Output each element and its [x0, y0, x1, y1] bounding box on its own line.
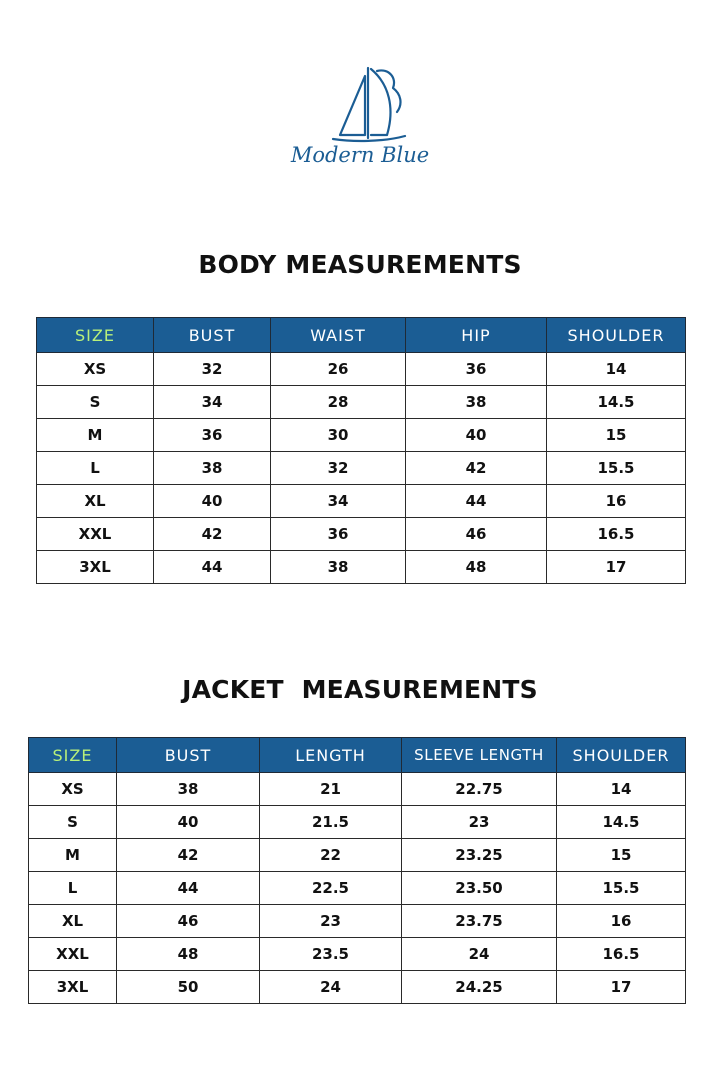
hip-cell: 46 — [406, 518, 547, 551]
bust-cell: 40 — [117, 806, 260, 839]
bust-cell: 44 — [154, 551, 271, 584]
shoulder-cell: 14.5 — [557, 806, 686, 839]
column-header-sleeve-length: SLEEVE LENGTH — [402, 738, 557, 773]
column-header-size: SIZE — [37, 318, 154, 353]
waist-cell: 38 — [271, 551, 406, 584]
hip-cell: 48 — [406, 551, 547, 584]
shoulder-cell: 15.5 — [557, 872, 686, 905]
table-row — [37, 551, 686, 584]
size-cell: 3XL — [37, 551, 154, 584]
size-cell: XL — [29, 905, 117, 938]
waist-cell: 34 — [271, 485, 406, 518]
table-row — [37, 518, 686, 551]
column-header-hip: HIP — [406, 318, 547, 353]
length-cell: 23 — [260, 905, 402, 938]
table-row — [29, 971, 686, 1004]
table-row — [37, 485, 686, 518]
size-cell: M — [29, 839, 117, 872]
column-header-size: SIZE — [29, 738, 117, 773]
shoulder-cell: 14.5 — [547, 386, 686, 419]
shoulder-cell: 17 — [557, 971, 686, 1004]
table-row — [37, 452, 686, 485]
waist-cell: 26 — [271, 353, 406, 386]
jacket-measurements-title: JACKET MEASUREMENTS — [182, 675, 538, 704]
size-cell: XS — [37, 353, 154, 386]
table-row — [29, 839, 686, 872]
bust-cell: 42 — [117, 839, 260, 872]
sleeve-length-cell: 23.25 — [402, 839, 557, 872]
bust-cell: 50 — [117, 971, 260, 1004]
bust-cell: 44 — [117, 872, 260, 905]
bust-cell: 32 — [154, 353, 271, 386]
bust-cell: 42 — [154, 518, 271, 551]
length-cell: 22 — [260, 839, 402, 872]
sleeve-length-cell: 23.75 — [402, 905, 557, 938]
bust-cell: 36 — [154, 419, 271, 452]
length-cell: 23.5 — [260, 938, 402, 971]
size-cell: M — [37, 419, 154, 452]
column-header-bust: BUST — [117, 738, 260, 773]
table-row — [37, 353, 686, 386]
sleeve-length-cell: 22.75 — [402, 773, 557, 806]
column-header-shoulder: SHOULDER — [557, 738, 686, 773]
table-header-row — [37, 318, 686, 353]
length-cell: 21.5 — [260, 806, 402, 839]
jacket-measurements-table — [28, 737, 686, 1004]
bust-cell: 40 — [154, 485, 271, 518]
shoulder-cell: 16.5 — [547, 518, 686, 551]
table-row — [37, 386, 686, 419]
shoulder-cell: 16 — [557, 905, 686, 938]
table-row — [29, 872, 686, 905]
size-cell: 3XL — [29, 971, 117, 1004]
waist-cell: 32 — [271, 452, 406, 485]
size-cell: XXL — [29, 938, 117, 971]
size-cell: XXL — [37, 518, 154, 551]
waist-cell: 30 — [271, 419, 406, 452]
table-row — [29, 773, 686, 806]
table-row — [37, 419, 686, 452]
sailboat-logo-icon — [285, 60, 435, 172]
length-cell: 21 — [260, 773, 402, 806]
shoulder-cell: 16 — [547, 485, 686, 518]
body-measurements-title: BODY MEASUREMENTS — [198, 250, 522, 279]
column-header-shoulder: SHOULDER — [547, 318, 686, 353]
hip-cell: 38 — [406, 386, 547, 419]
hip-cell: 36 — [406, 353, 547, 386]
size-cell: L — [29, 872, 117, 905]
shoulder-cell: 14 — [547, 353, 686, 386]
logo-text: Modern Blue — [290, 143, 430, 167]
size-cell: S — [37, 386, 154, 419]
waist-cell: 36 — [271, 518, 406, 551]
bust-cell: 38 — [154, 452, 271, 485]
table-row — [29, 905, 686, 938]
shoulder-cell: 15 — [547, 419, 686, 452]
shoulder-cell: 14 — [557, 773, 686, 806]
table-row — [29, 938, 686, 971]
shoulder-cell: 17 — [547, 551, 686, 584]
hip-cell: 44 — [406, 485, 547, 518]
shoulder-cell: 15.5 — [547, 452, 686, 485]
bust-cell: 48 — [117, 938, 260, 971]
brand-logo — [285, 60, 435, 172]
column-header-bust: BUST — [154, 318, 271, 353]
length-cell: 24 — [260, 971, 402, 1004]
waist-cell: 28 — [271, 386, 406, 419]
sleeve-length-cell: 24 — [402, 938, 557, 971]
column-header-waist: WAIST — [271, 318, 406, 353]
hip-cell: 42 — [406, 452, 547, 485]
shoulder-cell: 15 — [557, 839, 686, 872]
sleeve-length-cell: 23 — [402, 806, 557, 839]
sleeve-length-cell: 23.50 — [402, 872, 557, 905]
table-header-row — [29, 738, 686, 773]
column-header-length: LENGTH — [260, 738, 402, 773]
table-row — [29, 806, 686, 839]
body-measurements-table — [36, 317, 686, 584]
bust-cell: 34 — [154, 386, 271, 419]
hip-cell: 40 — [406, 419, 547, 452]
size-cell: XS — [29, 773, 117, 806]
bust-cell: 46 — [117, 905, 260, 938]
size-cell: L — [37, 452, 154, 485]
shoulder-cell: 16.5 — [557, 938, 686, 971]
size-cell: XL — [37, 485, 154, 518]
sleeve-length-cell: 24.25 — [402, 971, 557, 1004]
length-cell: 22.5 — [260, 872, 402, 905]
size-cell: S — [29, 806, 117, 839]
bust-cell: 38 — [117, 773, 260, 806]
